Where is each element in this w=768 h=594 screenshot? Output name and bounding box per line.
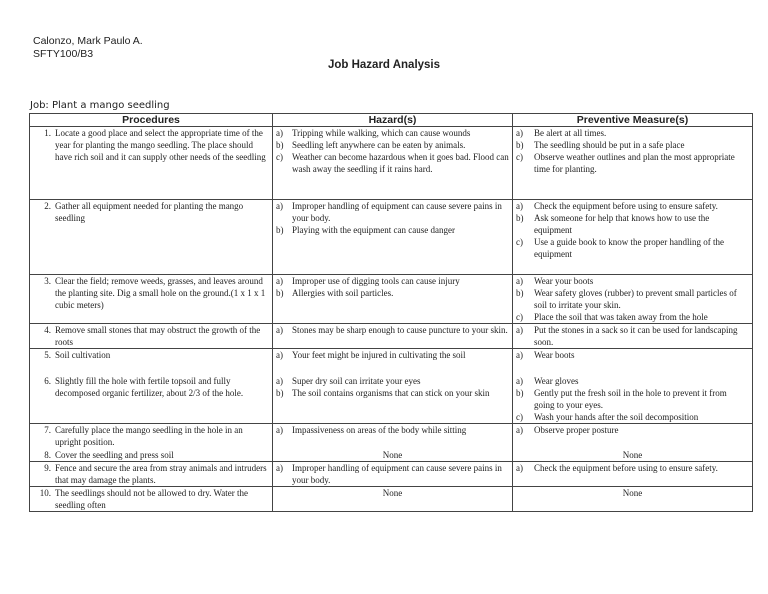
none-text: None [622, 487, 643, 498]
item-text: Wear your boots [534, 276, 594, 286]
item-text: Your feet might be injured in cultivating the soil [292, 350, 466, 360]
list-item [33, 487, 269, 511]
item-label: a) [516, 350, 523, 360]
list-item [33, 275, 269, 311]
item-label: b) [276, 387, 284, 398]
list-item [516, 151, 749, 175]
list-item [516, 462, 749, 474]
item-text: Soil cultivation [55, 350, 111, 360]
table-row [30, 127, 753, 200]
item-label: a) [276, 425, 283, 435]
hazard-cell [273, 486, 513, 511]
list-item [33, 324, 269, 348]
item-label: a) [516, 462, 523, 473]
item-label: 5. [44, 350, 51, 360]
measure-cell [513, 375, 753, 424]
table-row [30, 424, 753, 449]
item-text: Observe weather outlines and plan the most appropriate time for planting. [534, 152, 735, 174]
procedure-cell [30, 486, 273, 511]
item-text: Playing with the equipment can cause danger [292, 225, 455, 235]
hazard-cell [273, 424, 513, 449]
item-label: 10. [39, 487, 51, 498]
item-text: Improper handling of equipment can cause severe pains in your body. [292, 201, 502, 223]
table-row [30, 200, 753, 275]
hazard-cell [273, 375, 513, 424]
list-item [516, 212, 749, 236]
item-label: 7. [44, 425, 51, 435]
item-label: b) [516, 213, 524, 223]
item-label: 8. [44, 449, 51, 460]
item-text: Use a guide book to know the proper handling of the equipment [534, 237, 724, 259]
item-label: 1. [44, 128, 51, 138]
col-header-measures: Preventive Measure(s) [513, 114, 753, 127]
table-row [30, 324, 753, 349]
list-item [276, 139, 509, 151]
hazard-cell [273, 324, 513, 349]
item-label: a) [516, 201, 523, 211]
list-item [276, 387, 509, 399]
item-text: Wear gloves [534, 375, 579, 386]
list-item [276, 287, 509, 299]
job-label: Job: Plant a mango seedling [30, 100, 170, 111]
item-label: a) [516, 325, 523, 335]
hazard-cell [273, 461, 513, 486]
measure-cell [513, 449, 753, 462]
item-label: 4. [44, 325, 51, 335]
list-item [33, 349, 269, 361]
item-label: c) [516, 411, 523, 422]
list-item [276, 375, 509, 387]
list-item [516, 375, 749, 387]
course-section: SFTY100/B3 [33, 48, 94, 60]
item-label: 6. [44, 375, 51, 386]
item-text: Fence and secure the area from stray animals and intruders that may damage the plants. [55, 462, 267, 485]
item-label: a) [276, 462, 283, 473]
item-label: 9. [44, 462, 51, 473]
document-title: Job Hazard Analysis [327, 59, 441, 71]
item-text: Wash your hands after the soil decomposition [534, 411, 699, 422]
item-label: c) [516, 312, 523, 322]
none-text: None [622, 449, 643, 460]
list-item [516, 411, 749, 423]
list-item [276, 224, 509, 236]
list-item [276, 127, 509, 139]
hazard-cell [273, 200, 513, 275]
list-item [33, 375, 269, 399]
col-header-procedures: Procedures [30, 114, 273, 127]
item-label: b) [276, 140, 284, 150]
none-text: None [382, 487, 403, 498]
procedure-cell [30, 461, 273, 486]
item-text: Gather all equipment needed for planting the mango seedling [55, 201, 244, 223]
none-text: None [382, 449, 403, 460]
item-text: Wear boots [534, 350, 575, 360]
item-text: Seedling left anywhere can be eaten by animals. [292, 140, 466, 150]
item-label: b) [516, 140, 524, 150]
list-item [516, 127, 749, 139]
list-item [516, 275, 749, 287]
item-text: Gently put the fresh soil in the hole to prevent it from going to your eyes. [534, 387, 727, 410]
hazard-table [29, 113, 753, 512]
measure-cell [513, 127, 753, 200]
col-header-hazards: Hazard(s) [273, 114, 513, 127]
list-item [33, 200, 269, 224]
table-row [30, 375, 753, 424]
item-text: Clear the field; remove weeds, grasses, and leaves around the planting site. Dig a small hole on the ground.(1 x 1 x 1 cubic meters) [55, 276, 266, 310]
item-label: b) [516, 288, 524, 298]
hazard-cell [273, 449, 513, 462]
table-row [30, 486, 753, 511]
item-label: b) [276, 288, 284, 298]
item-text: Cover the seedling and press soil [55, 449, 174, 460]
item-label: a) [516, 425, 523, 435]
list-item [516, 324, 749, 348]
procedure-cell [30, 424, 273, 449]
item-label: a) [276, 375, 283, 386]
item-text: Carefully place the mango seedling in the hole in an upright position. [55, 425, 243, 447]
procedure-cell [30, 324, 273, 349]
list-item [276, 151, 509, 175]
list-item [33, 424, 269, 448]
item-label: a) [276, 325, 283, 335]
item-text: Place the soil that was taken away from the hole [534, 312, 708, 322]
item-text: Stones may be sharp enough to cause puncture to your skin. [292, 325, 508, 335]
item-label: a) [276, 128, 283, 138]
item-text: The soil contains organisms that can stick on your skin [292, 387, 490, 398]
measure-cell [513, 349, 753, 375]
item-label: 2. [44, 201, 51, 211]
table-row [30, 349, 753, 375]
table-row [30, 449, 753, 462]
list-item [516, 287, 749, 311]
item-text: Allergies with soil particles. [292, 288, 394, 298]
item-text: Check the equipment before using to ensure safety. [534, 201, 718, 211]
item-text: Ask someone for help that knows how to use the equipment [534, 213, 710, 235]
hazard-cell [273, 275, 513, 324]
item-label: a) [516, 276, 523, 286]
item-text: Wear safety gloves (rubber) to prevent small particles of soil to irritate your skin. [534, 288, 737, 310]
list-item [276, 349, 509, 361]
list-item [33, 462, 269, 486]
item-label: b) [276, 225, 284, 235]
item-label: c) [516, 152, 523, 162]
item-label: a) [516, 128, 523, 138]
author-name: Calonzo, Mark Paulo A. [33, 35, 143, 47]
procedure-cell [30, 375, 273, 424]
list-item [276, 324, 509, 336]
table-body [30, 127, 753, 512]
list-item [516, 200, 749, 212]
item-text: The seedling should be put in a safe place [534, 140, 685, 150]
list-item [516, 139, 749, 151]
table-row [30, 461, 753, 486]
procedure-cell [30, 127, 273, 200]
procedure-cell [30, 200, 273, 275]
item-label: a) [276, 276, 283, 286]
item-label: a) [276, 201, 283, 211]
item-text: Locate a good place and select the appropriate time of the year for planting the mango seedling. The place should have rich soil and it can supply other needs of the seedling [55, 128, 266, 162]
measure-cell [513, 275, 753, 324]
item-label: 3. [44, 276, 51, 286]
list-item [33, 449, 269, 461]
measure-cell [513, 424, 753, 449]
hazard-cell [273, 349, 513, 375]
measure-cell [513, 461, 753, 486]
item-text: Improper handling of equipment can cause severe pains in your body. [292, 462, 502, 485]
item-text: Super dry soil can irritate your eyes [292, 375, 421, 386]
procedure-cell [30, 449, 273, 462]
list-item [276, 275, 509, 287]
list-item [276, 424, 509, 436]
list-item [516, 236, 749, 260]
item-label: c) [276, 152, 283, 162]
item-text: Impassiveness on areas of the body while sitting [292, 425, 467, 435]
list-item [33, 127, 269, 163]
item-text: Tripping while walking, which can cause wounds [292, 128, 471, 138]
list-item [516, 424, 749, 436]
measure-cell [513, 324, 753, 349]
item-text: Improper use of digging tools can cause injury [292, 276, 460, 286]
item-label: c) [516, 237, 523, 247]
table-row [30, 275, 753, 324]
item-text: The seedlings should not be allowed to dry. Water the seedling often [55, 487, 248, 510]
item-text: Check the equipment before using to ensure safety. [534, 462, 718, 473]
list-item [516, 387, 749, 411]
list-item [276, 200, 509, 224]
list-item [516, 311, 749, 323]
item-text: Remove small stones that may obstruct the growth of the roots [55, 325, 261, 347]
item-label: b) [516, 387, 524, 398]
measure-cell [513, 486, 753, 511]
procedure-cell [30, 275, 273, 324]
item-label: a) [516, 375, 523, 386]
item-text: Slightly fill the hole with fertile topsoil and fully decomposed organic fertilizer, about 2/3 of the hole. [55, 375, 244, 398]
list-item [276, 462, 509, 486]
item-text: Observe proper posture [534, 425, 619, 435]
item-label: a) [276, 350, 283, 360]
measure-cell [513, 200, 753, 275]
item-text: Weather can become hazardous when it goes bad. Flood can wash away the seedling if it rains hard. [292, 152, 509, 174]
item-text: Be alert at all times. [534, 128, 607, 138]
item-text: Put the stones in a sack so it can be used for landscaping soon. [534, 325, 738, 347]
procedure-cell [30, 349, 273, 375]
list-item [516, 349, 749, 361]
hazard-cell [273, 127, 513, 200]
